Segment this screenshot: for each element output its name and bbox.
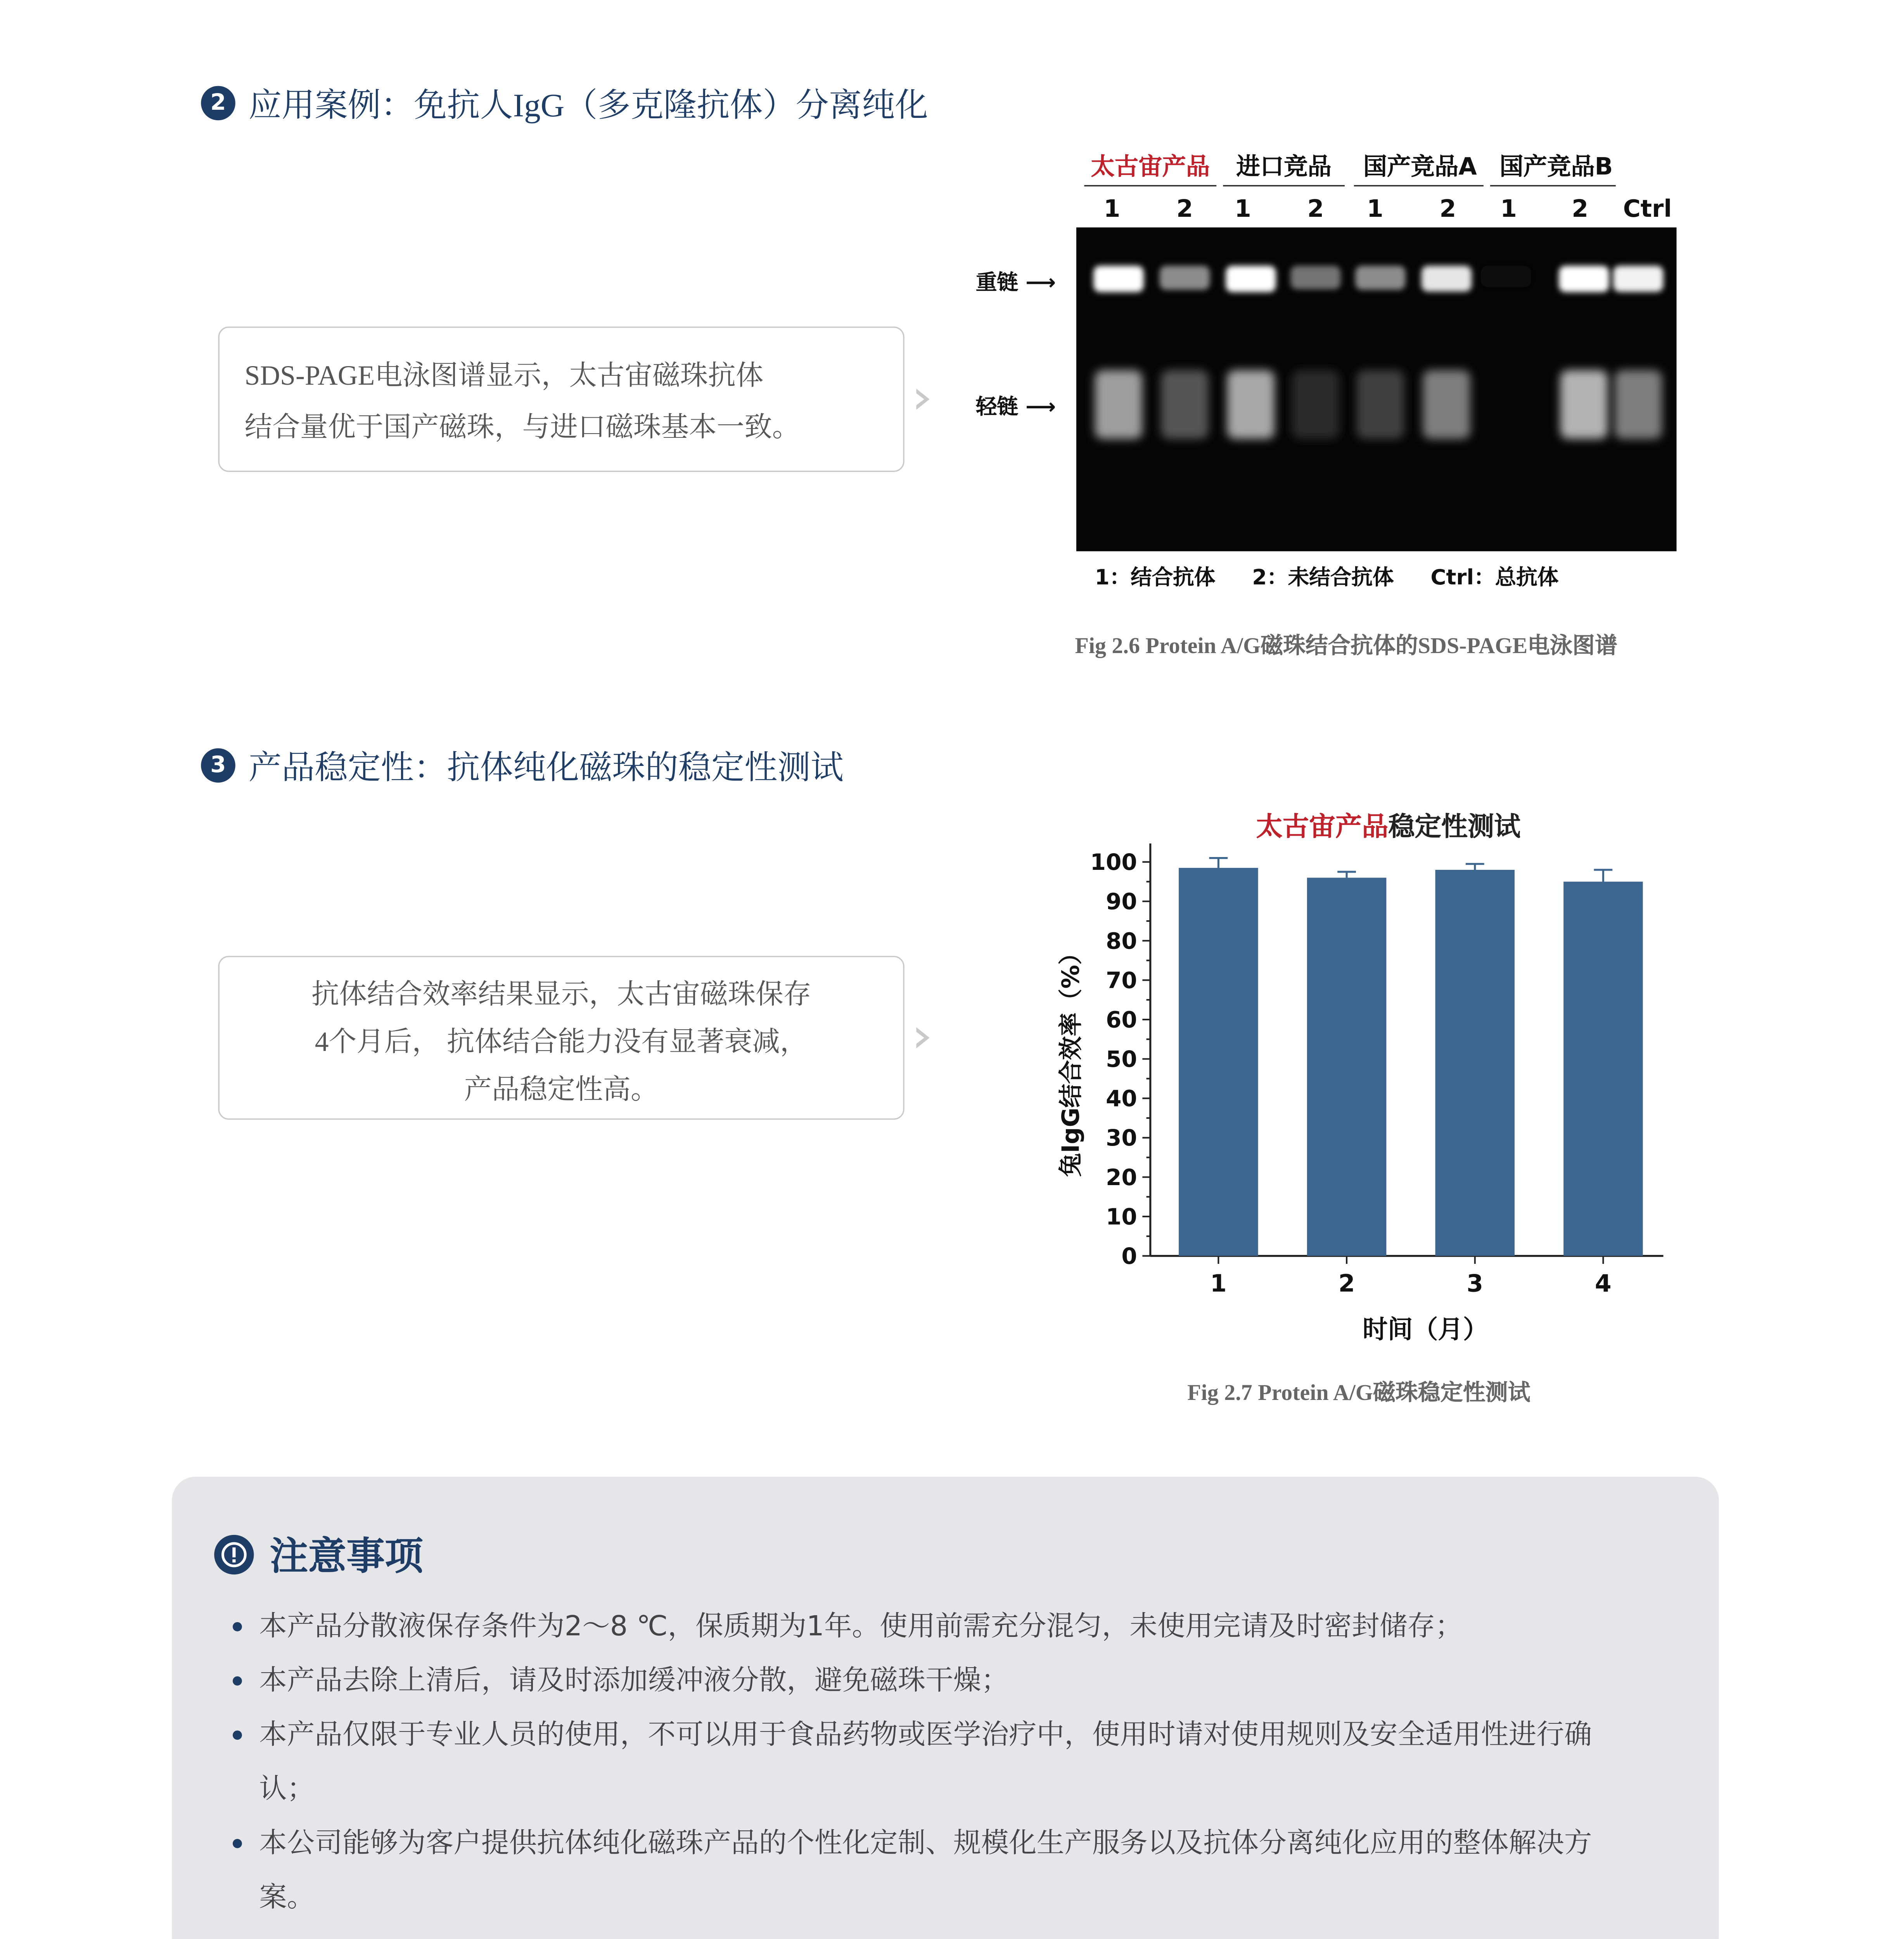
y-tick-label: 100: [1090, 849, 1137, 876]
y-tick-label: 20: [1106, 1164, 1137, 1191]
bar: [1307, 878, 1387, 1256]
gel-group-label: 国产竞品A: [1363, 153, 1477, 181]
lane-label: Ctrl: [1623, 195, 1672, 224]
x-axis-label: 时间（月）: [1362, 1315, 1488, 1344]
warning-icon: [214, 1534, 254, 1574]
lane-label: 1: [1367, 195, 1383, 224]
arrow-icon: ⟶: [1018, 270, 1056, 295]
light-chain-band: [1614, 370, 1662, 439]
lane-label: 1: [1235, 195, 1251, 224]
y-tick-label: 90: [1106, 888, 1137, 915]
y-tick-label: 60: [1106, 1006, 1137, 1033]
list-item: 本公司能够为客户提供抗体纯化磁珠产品的个性化定制、规模化生产服务以及抗体分离纯化应用的整体解决方案。: [230, 1816, 1632, 1925]
heavy-chain-band: [1355, 266, 1406, 290]
heavy-chain-band: [1559, 266, 1609, 292]
light-chain-band: [1560, 370, 1608, 439]
heavy-chain-label: [976, 266, 1056, 296]
lane-label: 1: [1103, 195, 1121, 224]
heavy-chain-band: [1226, 266, 1276, 292]
list-item: 本产品仅限于专业人员的使用，不可以用于食品药物或医学治疗中，使用时请对使用规则及安全适用性进行确认；: [230, 1708, 1632, 1816]
heavy-chain-text: 重链: [975, 270, 1018, 295]
lane-label: 2: [1176, 195, 1193, 224]
callout-line: SDS-PAGE电泳图谱显示，太古宙磁珠抗体: [244, 359, 764, 392]
y-tick-label: 40: [1106, 1085, 1137, 1112]
lane-label: 2: [1307, 195, 1324, 224]
group-underline: [1354, 185, 1484, 187]
list-item: 本产品分散液保存条件为2～8 ℃，保质期为1年。使用前需充分混匀，未使用完请及时密封储存；: [230, 1600, 1632, 1654]
light-chain-band: [1161, 370, 1209, 439]
figure-caption: Fig 2.7 Protein A/G磁珠稳定性测试: [1187, 1380, 1530, 1405]
callout-line: 抗体结合效率结果显示，太古宙磁珠保存: [311, 978, 811, 1010]
light-chain-band: [1357, 370, 1404, 439]
heavy-chain-band: [1160, 266, 1210, 290]
list-item: 本产品去除上清后，请及时添加缓冲液分散，避免磁珠干燥；: [230, 1654, 1632, 1708]
y-tick-label: 30: [1106, 1125, 1137, 1151]
section-number-badge: 2: [201, 86, 235, 121]
light-chain-band: [1292, 370, 1340, 439]
bar: [1563, 881, 1643, 1256]
stability-bar-chart: [1045, 833, 1679, 1362]
y-tick-label: 10: [1106, 1203, 1137, 1230]
gel-group-label: 进口竞品: [1236, 153, 1332, 181]
section-3-title: 产品稳定性：抗体纯化磁珠的稳定性测试: [248, 751, 844, 787]
light-chain-band: [1423, 370, 1470, 439]
group-underline: [1084, 185, 1216, 187]
gel-image: [1076, 227, 1677, 551]
section-3-heading: [201, 741, 844, 789]
group-underline: [1490, 185, 1616, 187]
section-2-heading: [201, 79, 928, 127]
light-chain-band: [1227, 370, 1275, 439]
x-tick-label: 1: [1210, 1270, 1227, 1298]
lane-label: 2: [1439, 195, 1456, 224]
arrow-icon: ⟶: [1018, 394, 1056, 419]
x-tick-label: 2: [1338, 1270, 1355, 1298]
light-chain-text: 轻链: [975, 394, 1018, 419]
heavy-chain-band: [1290, 266, 1341, 289]
figure-caption: Fig 2.6 Protein A/G磁珠结合抗体的SDS-PAGE电泳图谱: [1075, 633, 1617, 658]
y-axis-label: 兔IgG结合效率（%）: [1057, 941, 1085, 1177]
light-chain-band: [1095, 370, 1143, 439]
callout-line: 产品稳定性高。: [464, 1073, 659, 1105]
section-3-callout: [218, 956, 904, 1120]
heavy-chain-band: [1481, 266, 1531, 287]
y-tick-label: 80: [1106, 928, 1137, 954]
section-2-callout: [218, 327, 904, 472]
light-chain-label: [976, 390, 1056, 420]
section-2-title: 应用案例：免抗人IgG（多克隆抗体）分离纯化: [248, 88, 928, 124]
chart-title-highlight: 太古宙产品: [1256, 810, 1389, 842]
heavy-chain-band: [1422, 266, 1472, 292]
notes-list: [230, 1600, 1632, 1925]
chart-title-rest: 稳定性测试: [1388, 810, 1521, 842]
x-tick-label: 4: [1595, 1270, 1612, 1298]
gel-legend: 1：结合抗体 2：未结合抗体 Ctrl：总抗体: [1095, 564, 1559, 590]
notes-heading: [214, 1527, 423, 1581]
x-tick-label: 3: [1466, 1270, 1484, 1298]
lane-label: 1: [1500, 195, 1517, 224]
gel-group-label: 太古宙产品: [1091, 153, 1210, 181]
callout-line: 结合量优于国产磁珠，与进口磁珠基本一致。: [244, 411, 800, 443]
y-tick-label: 50: [1106, 1046, 1137, 1073]
heavy-chain-band: [1093, 266, 1144, 292]
gel-group-label: 国产竞品B: [1499, 153, 1613, 181]
bar: [1435, 870, 1515, 1256]
section-number-badge: 3: [201, 748, 235, 783]
callout-line: 4个月后， 抗体结合能力没有显著衰减，: [315, 1026, 808, 1058]
heavy-chain-band: [1613, 266, 1664, 292]
notes-title: 注意事项: [270, 1533, 423, 1579]
bar: [1179, 868, 1258, 1256]
notes-panel: [172, 1477, 1719, 1939]
y-tick-label: 0: [1121, 1243, 1137, 1270]
y-tick-label: 70: [1106, 967, 1137, 994]
group-underline: [1223, 185, 1345, 187]
lane-label: 2: [1572, 195, 1589, 224]
